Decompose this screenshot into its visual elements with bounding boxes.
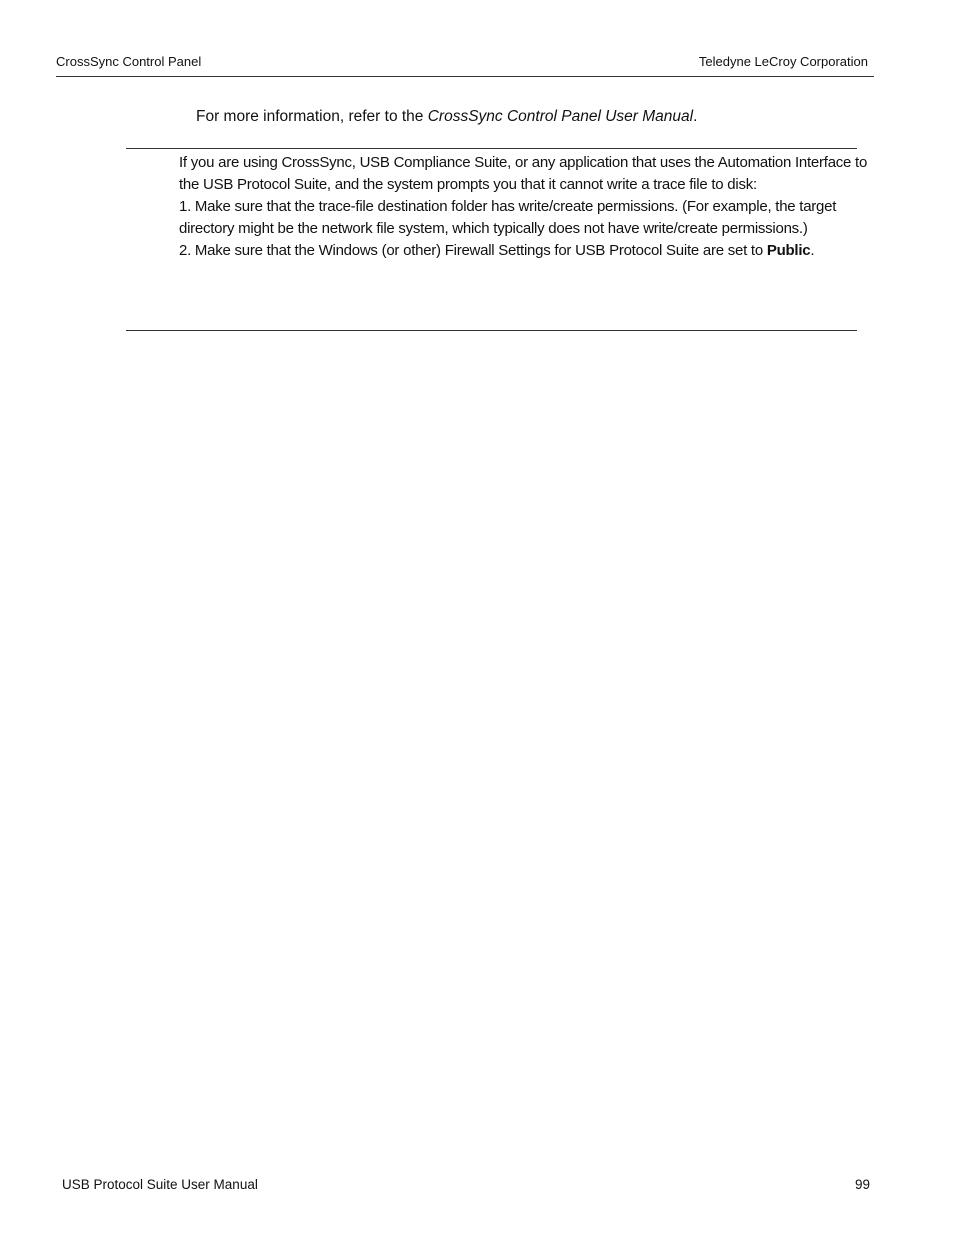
header-company-name: Teledyne LeCroy Corporation [698,54,868,69]
more-info-paragraph [196,108,697,126]
footer-manual-title: USB Protocol Suite User Manual [62,1177,258,1192]
note-step-2-suffix: . [810,241,815,259]
note-step-2-bold: Public [766,241,811,259]
more-info-prefix: For more information, refer to the [196,108,428,125]
header-section-title: CrossSync Control Panel [56,54,202,69]
note-body [179,152,879,262]
note-step-2 [179,240,879,262]
page-footer [62,1177,870,1197]
page-header [56,52,874,77]
more-info-suffix: . [693,108,698,125]
page-number: 99 [854,1177,870,1192]
note-step-2-text: 2. Make sure that the Windows (or other) Firewall Settings for USB Protocol Suite are set to [179,241,767,259]
note-step-1: 1. Make sure that the trace-file destination folder has write/create permissions. (For example, the target directory might be the network file system, which typically does not have write/create permissions.) [179,197,837,237]
note-paragraph: If you are using CrossSync, USB Compliance Suite, or any application that uses the Automation Interface to the USB Protocol Suite, and the system prompts you that it cannot write a trace file to disk: [179,154,868,193]
manual-title-reference: CrossSync Control Panel User Manual [427,108,694,125]
note-box [126,148,868,331]
